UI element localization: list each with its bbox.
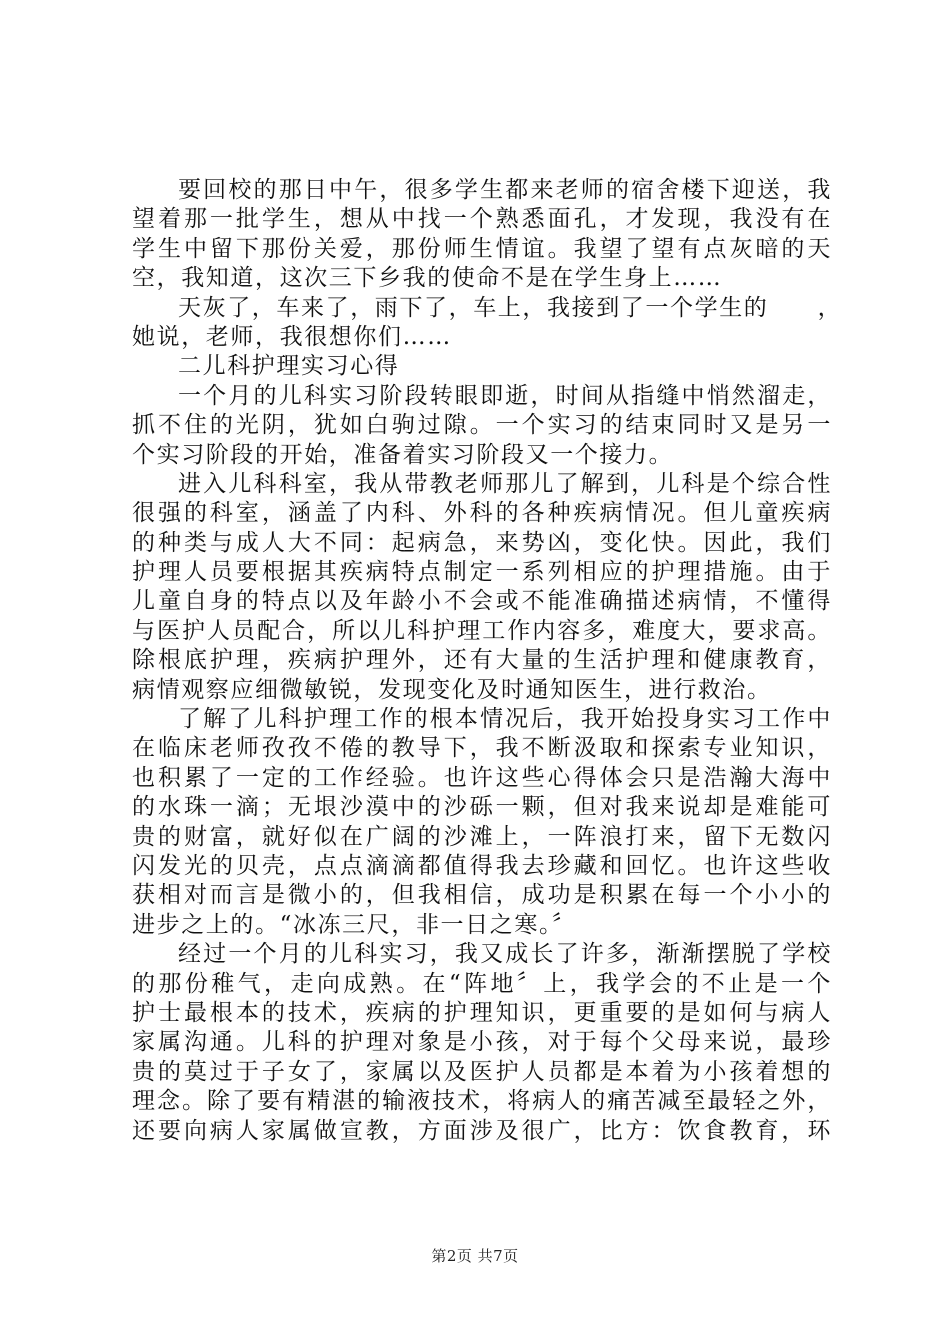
text-line: 空，我知道，这次三下乡我的使命不是在学生身上…… bbox=[132, 265, 723, 292]
text-line: 病情观察应细微敏锐，发现变化及时通知医生，进行救治。 bbox=[132, 676, 772, 703]
text-line: 个实习阶段的开始，准备着实习阶段又一个接力。 bbox=[132, 441, 674, 468]
section-heading: 二儿科护理实习心得 bbox=[178, 353, 400, 380]
text-line: 要回校的那日中午，很多学生都来老师的宿舍楼下迎送，我 bbox=[178, 177, 832, 203]
text-line: 理念。除了要有精湛的输液技术，将病人的痛苦减至最轻之外， bbox=[132, 1088, 832, 1115]
text-line: 天灰了，车来了，雨下了，车上，我接到了一个学生的 ， bbox=[178, 294, 843, 321]
text-line: 家属沟通。儿科的护理对象是小孩，对于每个父母来说，最珍 bbox=[132, 1029, 832, 1056]
text-line: 的种类与成人大不同：起病急，来势凶，变化快。因此，我们 bbox=[132, 529, 832, 556]
text-line: 闪发光的贝壳，点点滴滴都值得我去珍藏和回忆。也许这些收 bbox=[132, 852, 832, 879]
text-line: 与医护人员配合，所以儿科护理工作内容多，难度大，要求高。 bbox=[132, 617, 832, 644]
text-line: 抓不住的光阴，犹如白驹过隙。一个实习的结束同时又是另一 bbox=[132, 412, 832, 439]
text-line: 她说，老师，我很想你们…… bbox=[132, 323, 452, 350]
text-line: 除根底护理，疾病护理外，还有大量的生活护理和健康教育， bbox=[132, 647, 832, 674]
text-line: 还要向病人家属做宣教，方面涉及很广，比方：饮食教育，环 bbox=[132, 1117, 832, 1144]
text-line: 进入儿科科室，我从带教老师那儿了解到，儿科是个综合性 bbox=[178, 470, 832, 497]
text-line: 的水珠一滴；无垠沙漠中的沙砾一颗，但对我来说却是难能可 bbox=[132, 794, 832, 821]
document-body bbox=[132, 176, 843, 1146]
text-line: 了解了儿科护理工作的根本情况后，我开始投身实习工作中 bbox=[178, 706, 832, 733]
text-line: 儿童自身的特点以及年龄小不会或不能准确描述病情，不懂得 bbox=[132, 588, 832, 615]
text-line: 很强的科室，涵盖了内科、外科的各种疾病情况。但儿童疾病 bbox=[132, 500, 832, 527]
text-line: 的那份稚气，走向成熟。在“阵地〞上，我学会的不止是一个 bbox=[132, 970, 832, 997]
text-line: 护理人员要根据其疾病特点制定一系列相应的护理措施。由于 bbox=[132, 559, 832, 586]
text-line: 学生中留下那份关爱，那份师生情谊。我望了望有点灰暗的天 bbox=[132, 235, 832, 262]
text-line: 获相对而言是微小的，但我相信，成功是积累在每一个小小的 bbox=[132, 882, 832, 909]
text-line: 进步之上的。“冰冻三尺，非一日之寒。〞 bbox=[132, 911, 577, 938]
text-line: 护士最根本的技术，疾病的护理知识，更重要的是如何与病人 bbox=[132, 999, 832, 1026]
page-number-footer: 第2页 共7页 bbox=[431, 1247, 519, 1265]
text-line: 在临床老师孜孜不倦的教导下，我不断汲取和探索专业知识， bbox=[132, 735, 832, 762]
text-line: 贵的财富，就好似在广阔的沙滩上，一阵浪打来，留下无数闪 bbox=[132, 823, 832, 850]
text-line: 一个月的儿科实习阶段转眼即逝，时间从指缝中悄然溜走， bbox=[178, 382, 832, 409]
text-line: 贵的莫过于子女了，家属以及医护人员都是本着为小孩着想的 bbox=[132, 1058, 832, 1085]
text-line: 也积累了一定的工作经验。也许这些心得体会只是浩瀚大海中 bbox=[132, 764, 832, 791]
text-line: 望着那一批学生，想从中找一个熟悉面孔，才发现，我没有在 bbox=[132, 206, 832, 233]
text-line: 经过一个月的儿科实习，我又成长了许多，渐渐摆脱了学校 bbox=[178, 941, 832, 968]
